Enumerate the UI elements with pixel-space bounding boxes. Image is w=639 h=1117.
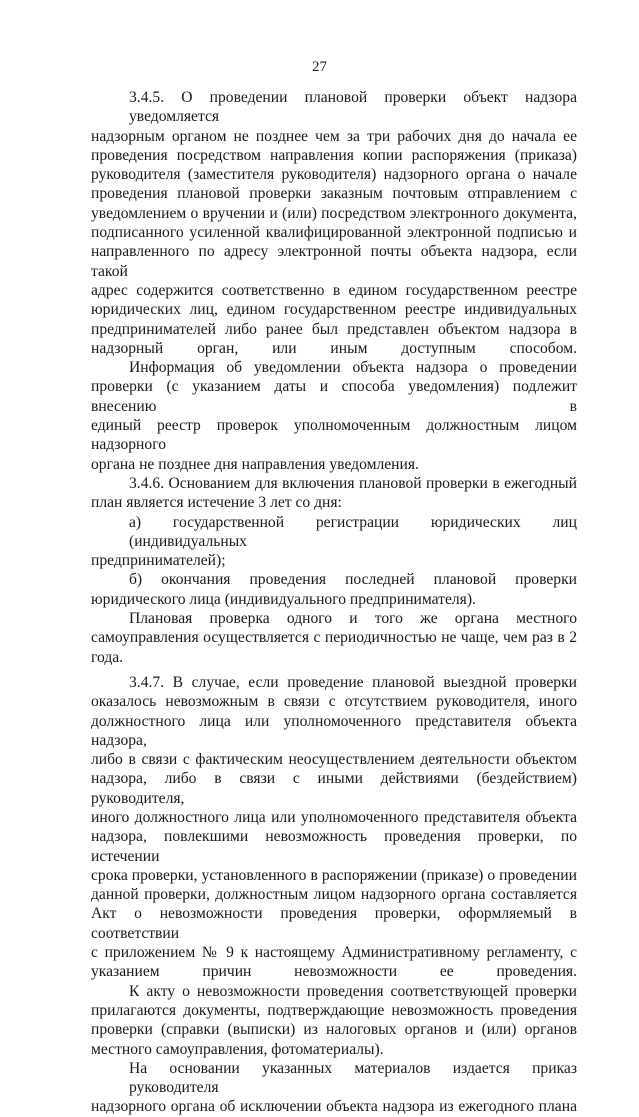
- text-line: Акт о невозможности проведения проверки, оформляемый в соответствии: [91, 905, 577, 942]
- text-line: оказалось невозможным в связи с отсутствием руководителя, иного: [91, 693, 577, 711]
- text-line: Плановая проверка одного и того же органа местного: [129, 610, 577, 628]
- text-line: 3.4.7. В случае, если проведение плановой выездной проверки: [129, 673, 577, 691]
- document-body: [91, 88, 577, 1117]
- text-line: предпринимателей либо ранее был представлен объектом надзора в: [91, 320, 577, 338]
- text-line: проверки (с указанием даты и способа уведомления) подлежит внесению в: [91, 378, 577, 415]
- text-line: направленного по адресу электронной почты объекта надзора, если такой: [91, 243, 577, 280]
- text-line: года.: [91, 648, 124, 666]
- text-line: проведения плановой проверки заказным почтовым отправлением с: [91, 185, 577, 203]
- text-line: самоуправления осуществляется с периодичностью не чаще, чем раз в 2: [91, 629, 577, 647]
- text-line: надзора, либо в связи с иными действиями (бездействием) руководителя,: [91, 770, 577, 807]
- text-line: 3.4.5. О проведении плановой проверки объект надзора уведомляется: [129, 89, 577, 126]
- paragraph-documents: [91, 982, 577, 1059]
- text-line: указанием причин невозможности ее проведения.: [91, 963, 577, 981]
- text-line: данной проверки, должностным лицом надзорного органа составляется: [91, 886, 577, 904]
- text-line: либо в связи с фактическим неосуществлением деятельности объектом: [91, 751, 577, 769]
- text-line: с приложением № 9 к настоящему Административному регламенту, с: [91, 944, 577, 962]
- text-line: иного должностного лица или уполномоченного представителя объекта: [91, 808, 577, 826]
- text-line: надзорный орган, или иным доступным способом.: [91, 339, 577, 357]
- paragraph-item-b: [91, 570, 577, 609]
- text-line: надзора, повлекшими невозможность проведения проверки, по истечении: [91, 828, 577, 865]
- text-line: единый реестр проверок уполномоченным должностным лицом надзорного: [91, 417, 577, 454]
- text-line: руководителя (заместителя руководителя) надзорного органа о начале: [91, 166, 577, 184]
- text-line: Информация об уведомлении объекта надзора о проведении: [129, 359, 577, 377]
- text-line: должностного лица или уполномоченного представителя объекта надзора,: [91, 712, 577, 749]
- text-line: органа не позднее дня направления уведомления.: [91, 455, 419, 473]
- text-line: К акту о невозможности проведения соответствующей проверки: [129, 982, 577, 1000]
- paragraph-3-4-7: [91, 673, 577, 982]
- page-number: 27: [312, 59, 327, 75]
- text-line: юридических лиц, едином государственном реестре индивидуальных: [91, 301, 577, 319]
- text-line: прилагаются документы, подтверждающие невозможность проведения: [91, 1001, 577, 1019]
- paragraph-order: [91, 1059, 577, 1117]
- text-line: подписанного усиленной квалифицированной электронной подписью и: [91, 224, 577, 242]
- text-line: б) окончания проведения последней плановой проверки: [129, 571, 577, 589]
- paragraph-3-4-5: [91, 88, 577, 358]
- text-line: срока проверки, установленного в распоряжении (приказе) о проведении: [91, 866, 577, 884]
- paragraph-3-4-6: [91, 474, 577, 513]
- text-line: проведения посредством направления копии распоряжения (приказа): [91, 146, 577, 164]
- text-line: местного самоуправления, фотоматериалы).: [91, 1040, 384, 1058]
- text-line: На основании указанных материалов издается приказ руководителя: [129, 1059, 577, 1097]
- text-line: юридического лица (индивидуального предпринимателя).: [91, 590, 476, 608]
- text-line: 3.4.6. Основанием для включения плановой проверки в ежегодный: [129, 474, 577, 492]
- text-line: предпринимателей);: [91, 552, 226, 570]
- text-line: план является истечение 3 лет со дня:: [91, 494, 342, 512]
- paragraph-frequency: [91, 609, 577, 667]
- text-line: а) государственной регистрации юридических лиц (индивидуальных: [129, 513, 577, 550]
- text-line: надзорного органа об исключении объекта надзора из ежегодного плана: [91, 1098, 577, 1116]
- text-line: надзорным органом не позднее чем за три рабочих дня до начала ее: [91, 127, 577, 145]
- text-line: уведомлением о вручении и (или) посредством электронного документа,: [91, 204, 577, 222]
- paragraph-information: [91, 358, 577, 474]
- paragraph-item-a: [91, 513, 577, 571]
- text-line: проверки (справки (выписки) из налоговых органов и (или) органов: [91, 1021, 577, 1039]
- text-line: адрес содержится соответственно в едином государственном реестре: [91, 281, 577, 299]
